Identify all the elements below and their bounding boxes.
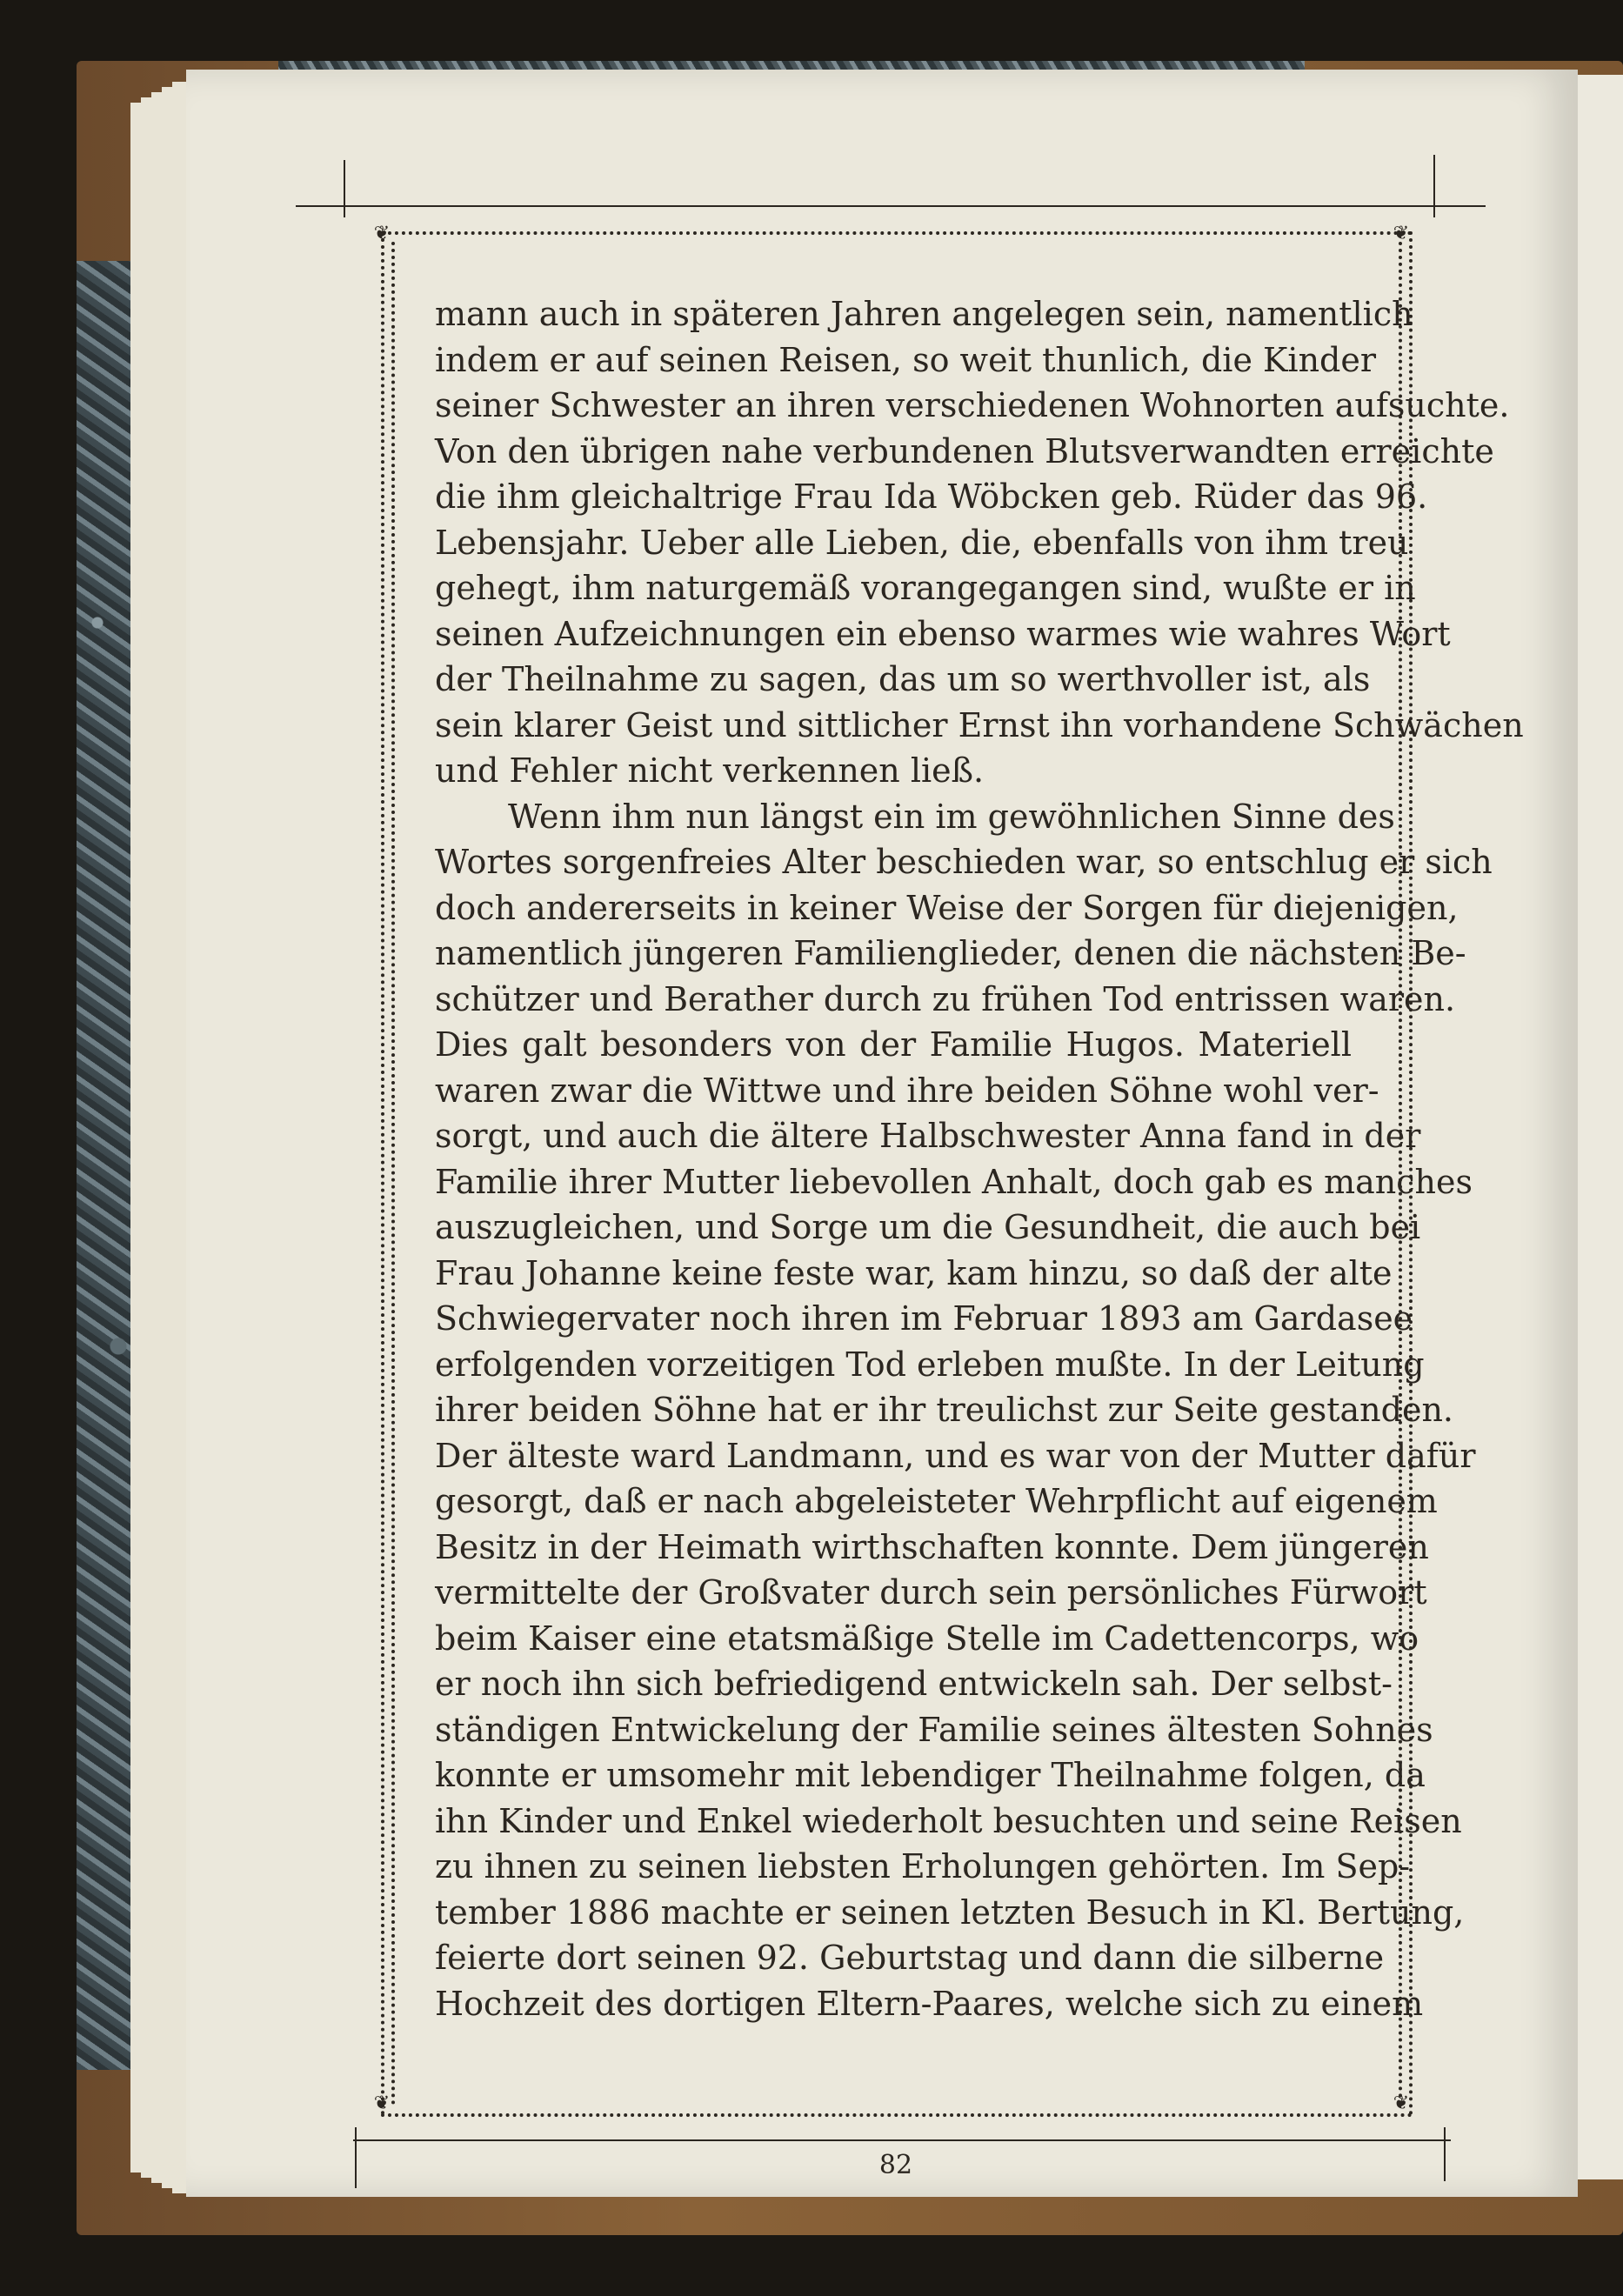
text-line: und Fehler nicht verkennen ließ. xyxy=(435,751,985,790)
bottom-left-tick xyxy=(355,2127,357,2188)
text-line: Wenn ihm nun längst ein im gewöhnlichen Sinne des xyxy=(508,797,1395,836)
text-line: auszugleichen, und Sorge um die Gesundheit, die auch bei xyxy=(435,1208,1421,1246)
text-line: konnte er umsomehr mit lebendiger Theilnahme folgen, da xyxy=(435,1756,1426,1794)
text-line: ständigen Entwickelung der Familie seines ältesten Sohnes xyxy=(435,1710,1433,1749)
corner-ornament-icon: ❦ xyxy=(373,223,391,244)
text-line: Von den übrigen nahe verbundenen Blutsverwandten erreichte xyxy=(435,431,1494,471)
corner-ornament-icon: ❦ xyxy=(1393,223,1410,244)
text-line: vermittelte der Großvater durch sein persönliches Fürwort xyxy=(435,1573,1427,1612)
text-line: Wortes sorgenfreies Alter beschieden war, so entschlug er sich xyxy=(435,843,1493,881)
top-right-tick xyxy=(1433,155,1435,217)
text-line: sein klarer Geist und sittlicher Ernst ihn vorhandene Schwächen xyxy=(435,705,1524,744)
text-line: Lebensjahr. Ueber alle Lieben, die, ebenfalls von ihm treu xyxy=(435,523,1409,562)
text-line: doch andererseits in keiner Weise der Sorgen für diejenigen, xyxy=(435,888,1459,927)
text-line: Besitz in der Heimath wirthschaften konnte. Dem jüngeren xyxy=(435,1527,1429,1566)
text-line: Familie ihrer Mutter liebevollen Anhalt, doch gab es manches xyxy=(435,1162,1473,1201)
text-line: der Theilnahme zu sagen, das um so werthvoller ist, als xyxy=(435,660,1371,698)
text-line: waren zwar die Wittwe und ihre beiden Söhne wohl ver- xyxy=(435,1071,1379,1110)
text-line: indem er auf seinen Reisen, so weit thunlich, die Kinder xyxy=(435,340,1377,379)
text-line: feierte dort seinen 92. Geburtstag und dann die silberne xyxy=(435,1939,1385,1977)
text-line: Frau Johanne keine feste war, kam hinzu, so daß der alte xyxy=(435,1253,1393,1292)
text-line: Schwiegervater noch ihren im Februar 1893 am Gardasee xyxy=(435,1299,1413,1338)
text-line: gehegt, ihm naturgemäß vorangegangen sind, wußte er in xyxy=(435,569,1416,607)
text-line: Der älteste ward Landmann, und es war von der Mutter dafür xyxy=(435,1436,1476,1475)
text-line: die ihm gleichaltrige Frau Ida Wöbcken geb. Rüder das 96. xyxy=(435,477,1428,516)
facing-page xyxy=(1574,75,1623,2179)
top-left-tick xyxy=(344,160,345,217)
corner-ornament-icon: ❦ xyxy=(373,2092,391,2114)
text-line: ihrer beiden Söhne hat er ihr treulichst zur Seite gestanden. xyxy=(435,1391,1454,1429)
text-line: schützer und Berather durch zu frühen Tod entrissen waren. xyxy=(435,979,1456,1018)
text-line: erfolgenden vorzeitigen Tod erleben mußte. In der Leitung xyxy=(435,1345,1425,1384)
body-text xyxy=(435,291,1524,2026)
page-number: 82 xyxy=(878,2150,913,2180)
top-rule xyxy=(296,205,1486,207)
text-line: ihn Kinder und Enkel wiederholt besuchten und seine Reisen xyxy=(435,1801,1462,1840)
bottom-right-tick xyxy=(1444,2127,1446,2181)
text-line: tember 1886 machte er seinen letzten Besuch in Kl. Bertung, xyxy=(435,1892,1465,1932)
text-line: zu ihnen zu seinen liebsten Erholungen gehörten. Im Sep- xyxy=(435,1847,1411,1886)
text-line: Dies galt besonders von der Familie Hugos. Materiell xyxy=(435,1025,1352,1064)
text-line: beim Kaiser eine etatsmäßige Stelle im Cadettencorps, wo xyxy=(435,1619,1419,1658)
text-line: Hochzeit des dortigen Eltern-Paares, welche sich zu einem xyxy=(435,1984,1424,2023)
text-line: namentlich jüngeren Familienglieder, denen die nächsten Be- xyxy=(435,934,1466,972)
corner-ornament-icon: ❦ xyxy=(1393,2092,1410,2114)
text-line: er noch ihn sich befriedigend entwickeln sah. Der selbst- xyxy=(435,1665,1393,1703)
text-line: mann auch in späteren Jahren angelegen sein, namentlich xyxy=(435,295,1413,333)
text-line: sorgt, und auch die ältere Halbschwester Anna fand in der xyxy=(435,1117,1421,1155)
text-line: seiner Schwester an ihren verschiedenen Wohnorten aufsuchte. xyxy=(435,386,1510,424)
text-line: seinen Aufzeichnungen ein ebenso warmes wie wahres Wort xyxy=(435,614,1451,653)
text-line: gesorgt, daß er nach abgeleisteter Wehrpflicht auf eigenem xyxy=(435,1482,1438,1520)
bottom-rule xyxy=(353,2139,1451,2141)
